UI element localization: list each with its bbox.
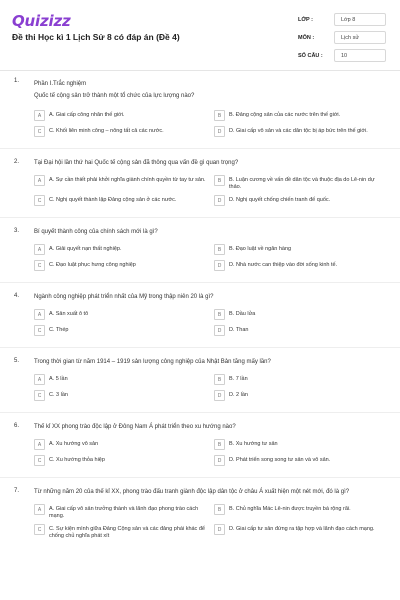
header-divider — [0, 70, 400, 71]
answer-option-b[interactable] — [214, 374, 386, 386]
option-letter-box: A — [34, 374, 45, 385]
answer-options — [34, 309, 386, 337]
answer-option-c[interactable] — [34, 195, 206, 207]
question-number: 7. — [14, 488, 20, 494]
answer-option-a[interactable] — [34, 175, 206, 191]
quizizz-logo: Quizizz — [12, 12, 71, 30]
answer-option-d[interactable] — [214, 126, 386, 138]
option-text: C. Sự kiện mình giữa Đảng Cộng sản và các đảng phái khác để chống chủ nghĩa phát xít — [49, 526, 205, 539]
option-text: A. Giai cấp công nhân thế giới. — [49, 112, 125, 118]
answer-options — [34, 374, 386, 402]
option-text: B. Đạo luật về ngân hàng — [229, 246, 292, 252]
option-letter-box: D — [214, 195, 225, 206]
option-letter-box: C — [34, 524, 45, 535]
answer-option-d[interactable] — [214, 195, 386, 207]
option-letter-box: D — [214, 126, 225, 137]
option-text: D. Giai cấp vô sản và các dân tộc bị áp bức trên thế giới. — [229, 128, 368, 134]
answer-option-d[interactable] — [214, 524, 386, 540]
question-2 — [0, 159, 400, 218]
option-letter-box: C — [34, 260, 45, 271]
answer-option-b[interactable] — [214, 175, 386, 191]
option-letter-box: B — [214, 244, 225, 255]
answer-option-d[interactable] — [214, 390, 386, 402]
meta-label-count: SỐ CÂU : — [298, 52, 323, 59]
answer-option-c[interactable] — [34, 524, 206, 540]
option-letter-box: A — [34, 110, 45, 121]
answer-option-a[interactable] — [34, 244, 206, 256]
option-text: A. Giải quyết nạn thất nghiệp. — [49, 246, 122, 252]
question-header — [0, 228, 400, 236]
option-text: A. Xu hướng vô sản — [49, 441, 99, 447]
option-letter-box: C — [34, 325, 45, 336]
option-letter-box: C — [34, 126, 45, 137]
question-text: Ngành công nghiệp phát triển nhất của Mỹ trong thập niên 20 là gì? — [34, 294, 214, 300]
answer-option-c[interactable] — [34, 325, 206, 337]
option-letter-box: B — [214, 374, 225, 385]
question-number: 3. — [14, 228, 20, 234]
option-text: B. 7 lần — [229, 376, 248, 382]
question-6 — [0, 423, 400, 478]
option-letter-box: B — [214, 309, 225, 320]
option-text: B. Xu hướng tư sản — [229, 441, 278, 447]
option-letter-box: A — [34, 504, 45, 515]
question-text: Phần I.Trắc nghiệm Quốc tế cộng sản trở thành một tổ chức của lực lượng nào? — [34, 81, 195, 99]
question-number: 5. — [14, 358, 20, 364]
answer-option-a[interactable] — [34, 504, 206, 520]
question-3 — [0, 228, 400, 283]
question-divider — [0, 282, 400, 283]
answer-option-c[interactable] — [34, 126, 206, 138]
option-letter-box: D — [214, 260, 225, 271]
option-text: C. Nghị quyết thành lập Đảng cộng sản ở các nước. — [49, 197, 177, 203]
meta-row-subject — [298, 30, 386, 45]
answer-option-b[interactable] — [214, 439, 386, 451]
header — [0, 0, 400, 70]
answer-option-b[interactable] — [214, 309, 386, 321]
question-divider — [0, 148, 400, 149]
option-letter-box: B — [214, 110, 225, 121]
answer-option-b[interactable] — [214, 244, 386, 256]
option-text: D. 2 lần — [229, 392, 248, 398]
answer-option-d[interactable] — [214, 325, 386, 337]
question-text: Thế kỉ XX phong trào độc lập ở Đông Nam Á phát triển theo xu hướng nào? — [34, 424, 236, 430]
page-title: Đề thi Học kì 1 Lịch Sử 8 có đáp án (Đề 4) — [12, 32, 180, 42]
option-text: B. Đảng cộng sản của các nước trên thế giới. — [229, 112, 341, 118]
question-number: 6. — [14, 423, 20, 429]
option-text: A. Sản xuất ô tô — [49, 311, 89, 317]
option-text: D. Giai cấp tư sản đứng ra tập hợp và lãnh đạo cách mạng. — [229, 526, 375, 532]
answer-option-b[interactable] — [214, 110, 386, 122]
option-text: D. Than — [229, 327, 249, 333]
answer-option-b[interactable] — [214, 504, 386, 520]
option-letter-box: B — [214, 175, 225, 186]
question-text: Tại Đại hội lần thứ hai Quốc tế cộng sản đã thông qua vấn đề gì quan trọng? — [34, 160, 239, 166]
question-header — [0, 358, 400, 366]
option-letter-box: B — [214, 439, 225, 450]
question-divider — [0, 347, 400, 348]
answer-options — [34, 110, 386, 138]
meta-value-subject: Lịch sử — [334, 31, 386, 44]
meta-value-class: Lớp 8 — [334, 13, 386, 26]
option-letter-box: D — [214, 390, 225, 401]
answer-option-c[interactable] — [34, 390, 206, 402]
answer-options — [34, 244, 386, 272]
option-text: D. Nhà nước can thiệp vào đời sống kinh tế. — [229, 262, 338, 268]
option-text: A. 5 lần — [49, 376, 68, 382]
question-7 — [0, 488, 400, 540]
option-text: D. Phát triển song song tư sản và vô sản. — [229, 457, 331, 463]
option-text: B. Chủ nghĩa Mác Lê-nin được truyền bá rộng rãi. — [229, 506, 351, 512]
option-text: A. Giai cấp vô sản trưởng thành và lãnh đạo phong trào cách mạng. — [49, 506, 199, 519]
question-list — [0, 78, 400, 540]
meta-value-count: 10 — [334, 49, 386, 62]
question-header — [0, 159, 400, 167]
answer-option-d[interactable] — [214, 260, 386, 272]
option-text: C. Đạo luật phục hưng công nghiệp — [49, 262, 136, 268]
meta-label-class: LỚP : — [298, 16, 313, 23]
answer-option-a[interactable] — [34, 110, 206, 122]
meta-label-subject: MÔN : — [298, 34, 315, 41]
option-letter-box: D — [214, 524, 225, 535]
answer-options — [34, 175, 386, 207]
option-text: D. Nghị quyết chống chiến tranh đế quốc. — [229, 197, 331, 203]
option-letter-box: D — [214, 455, 225, 466]
question-text: Bí quyết thành công của chính sách mới là gì? — [34, 229, 158, 235]
question-divider — [0, 412, 400, 413]
option-letter-box: B — [214, 504, 225, 515]
question-4 — [0, 293, 400, 348]
meta-row-count — [298, 48, 386, 63]
question-divider — [0, 217, 400, 218]
option-text: C. 3 lần — [49, 392, 68, 398]
answer-option-d[interactable] — [214, 455, 386, 467]
question-header — [0, 293, 400, 301]
option-letter-box: A — [34, 309, 45, 320]
meta-row-class — [298, 12, 386, 27]
option-text: C. Khối liên minh công – nông tất cả các nước. — [49, 128, 164, 134]
question-header — [0, 423, 400, 431]
option-text: C. Xu hướng thỏa hiệp — [49, 457, 105, 463]
option-letter-box: C — [34, 390, 45, 401]
option-letter-box: C — [34, 455, 45, 466]
option-letter-box: A — [34, 175, 45, 186]
option-text: C. Thép — [49, 327, 69, 333]
option-letter-box: D — [214, 325, 225, 336]
question-1 — [0, 78, 400, 149]
answer-option-a[interactable] — [34, 309, 206, 321]
answer-option-a[interactable] — [34, 374, 206, 386]
answer-option-c[interactable] — [34, 455, 206, 467]
question-number: 2. — [14, 159, 20, 165]
answer-option-a[interactable] — [34, 439, 206, 451]
option-letter-box: A — [34, 244, 45, 255]
question-number: 4. — [14, 293, 20, 299]
question-header — [0, 78, 400, 102]
answer-options — [34, 504, 386, 540]
answer-option-c[interactable] — [34, 260, 206, 272]
option-text: B. Dầu lửa — [229, 311, 256, 317]
question-text: Từ những năm 20 của thế kỉ XX, phong trào đấu tranh giành độc lập dân tộc ở châu Á xuất hiện một nét mới, đó là gì? — [34, 489, 350, 495]
question-header — [0, 488, 400, 496]
option-letter-box: C — [34, 195, 45, 206]
meta-box — [298, 12, 386, 66]
question-number: 1. — [14, 78, 20, 84]
question-divider — [0, 477, 400, 478]
option-text: B. Luận cương về vấn đề dân tộc và thuộc địa do Lê-nin dự thảo. — [229, 177, 375, 190]
question-text: Trong thời gian từ năm 1914 – 1919 sản lượng công nghiệp của Nhật Bản tăng mấy lần? — [34, 359, 271, 365]
question-5 — [0, 358, 400, 413]
option-text: A. Sự cần thiết phải khởi nghĩa giành chính quyền từ tay tư sản. — [49, 177, 206, 183]
answer-options — [34, 439, 386, 467]
option-letter-box: A — [34, 439, 45, 450]
